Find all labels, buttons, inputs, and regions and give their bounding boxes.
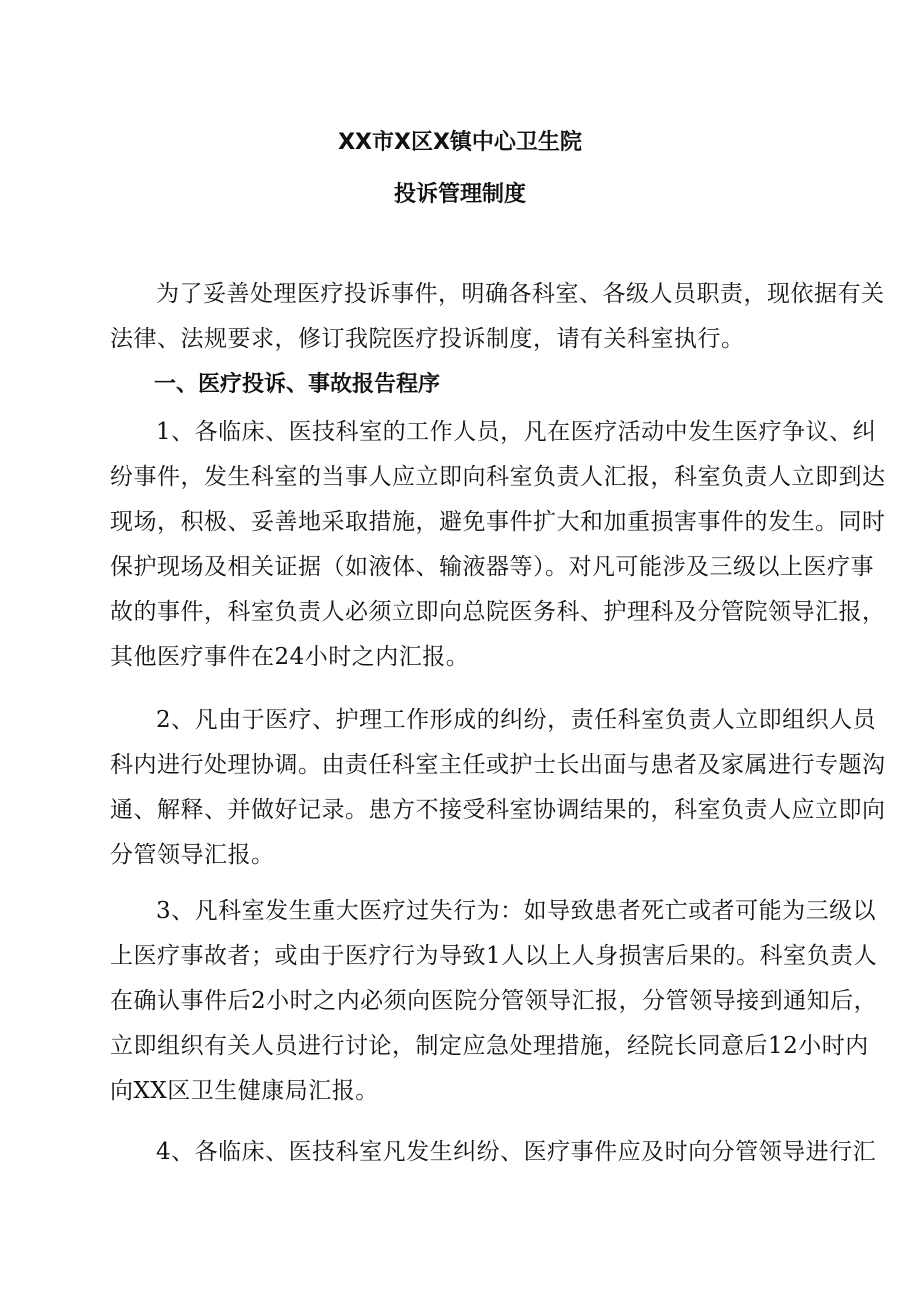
paragraph-line: 故的事件，科室负责人必须立即向总院医务科、护理科及分管院领导汇报，	[110, 599, 886, 625]
paragraph-line: 3、凡科室发生重大医疗过失行为：如导致患者死亡或者可能为三级以	[156, 898, 877, 924]
item-3-paragraph	[110, 889, 878, 1114]
item-4-paragraph	[110, 1130, 877, 1175]
paragraph-line: 分管领导汇报。	[110, 842, 275, 868]
document-title: XX市X区X镇中心卫生院	[338, 130, 582, 155]
paragraph-line: 上医疗事故者；或由于医疗行为导致1人以上人身损害后果的。科室负责人	[110, 943, 878, 969]
paragraph-line: 科内进行处理协调。由责任科室主任或护士长出面与患者及家属进行专题沟	[110, 752, 886, 778]
paragraph-line: 法律、法规要求，修订我院医疗投诉制度，请有关科室执行。	[110, 326, 745, 352]
paragraph-line: 其他医疗事件在24小时之内汇报。	[110, 644, 470, 670]
paragraph-line: 2、凡由于医疗、护理工作形成的纠纷，责任科室负责人立即组织人员	[156, 707, 877, 733]
item-1-paragraph	[110, 410, 886, 680]
paragraph-line: 保护现场及相关证据（如液体、输液器等）。对凡可能涉及三级以上医疗事	[110, 554, 874, 580]
section-heading: 一、医疗投诉、事故报告程序	[154, 372, 441, 397]
paragraph-line: 纷事件，发生科室的当事人应立即向科室负责人汇报，科室负责人立即到达	[110, 464, 886, 490]
paragraph-line: 通、解释、并做好记录。患方不接受科室协调结果的，科室负责人应立即向	[110, 797, 886, 823]
paragraph-line: 1、各临床、医技科室的工作人员，凡在医疗活动中发生医疗争议、纠	[156, 419, 877, 445]
item-2-paragraph	[110, 698, 886, 878]
paragraph-line: 现场，积极、妥善地采取措施，避免事件扩大和加重损害事件的发生。同时	[110, 509, 886, 535]
paragraph-line: 向XX区卫生健康局汇报。	[110, 1078, 379, 1104]
document-subtitle: 投诉管理制度	[393, 182, 526, 207]
intro-paragraph	[110, 272, 885, 362]
paragraph-line: 立即组织有关人员进行讨论，制定应急处理措施，经院长同意后12小时内	[110, 1033, 869, 1059]
paragraph-line: 在确认事件后2小时之内必须向医院分管领导汇报，分管领导接到通知后，	[110, 988, 878, 1014]
paragraph-line: 为了妥善处理医疗投诉事件，明确各科室、各级人员职责，现依据有关	[156, 281, 885, 307]
paragraph-line: 4、各临床、医技科室凡发生纠纷、医疗事件应及时向分管领导进行汇	[156, 1139, 877, 1165]
